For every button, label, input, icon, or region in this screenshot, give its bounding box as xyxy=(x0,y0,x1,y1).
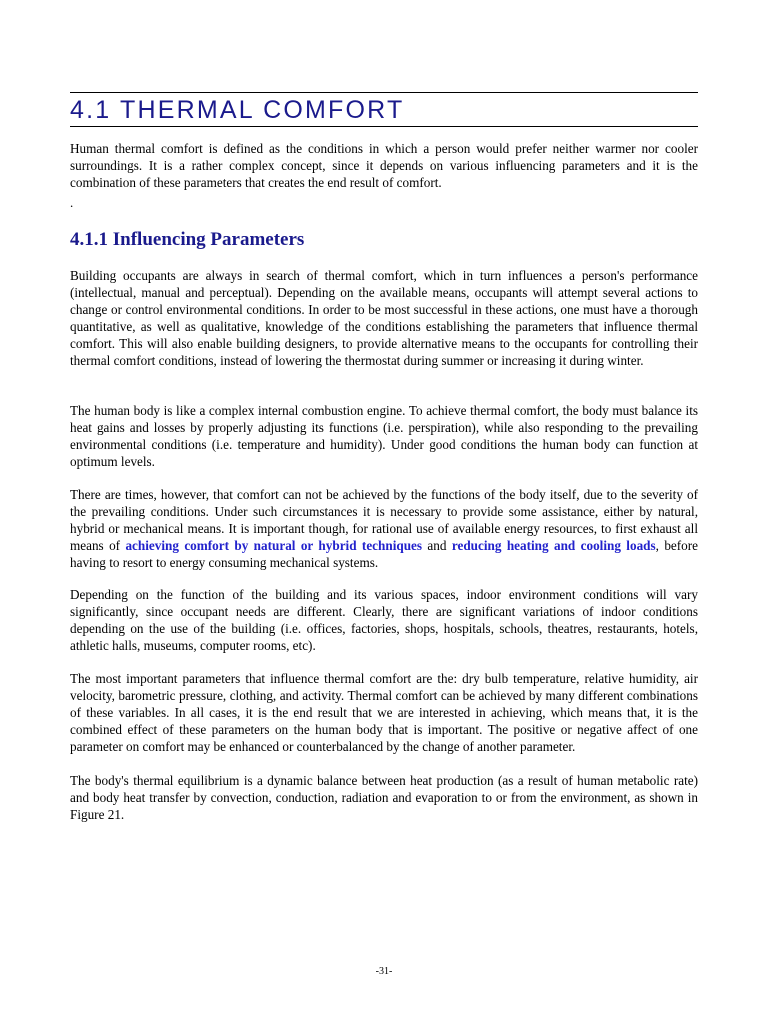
paragraph-5: The most important parameters that influence thermal comfort are the: dry bulb temperature, relative humidity, air velocity, barometric pressure, clothing, and activity. Thermal comfort can be achieved by many different combinations of these variables. In all cases, it is the end result that we are interested in achieving, which means that, it is the combined effect of these parameters on the human body that is important. The positive or negative affect of one parameter on comfort may be enhanced or counterbalanced by the change of another parameter. xyxy=(70,671,698,754)
reducing-loads-link[interactable]: reducing heating and cooling loads xyxy=(451,538,656,553)
section-heading: 4.1.1 Influencing Parameters xyxy=(70,229,305,250)
title-rule-bottom xyxy=(70,126,698,127)
paragraph-4: Depending on the function of the building and its various spaces, indoor environment conditions will vary significantly, since occupant needs are different. Clearly, there are significant variations of indoor conditions depending on the use of the building (i.e. offices, factories, shops, hospitals, schools, theatres, restaurants, hotels, athletic halls, museums, computer rooms, etc). xyxy=(70,587,698,653)
page-number: -31- xyxy=(375,966,393,977)
paragraph-6: The body's thermal equilibrium is a dynamic balance between heat production (as a result of human metabolic rate) and body heat transfer by convection, conduction, radiation and evaporation to or from the environment, as shown in Figure 21. xyxy=(70,773,698,822)
chapter-title: 4.1 THERMAL COMFORT xyxy=(70,96,405,124)
paragraph-3-mid: and xyxy=(422,538,452,553)
title-rule-top xyxy=(70,92,698,93)
paragraph-3 xyxy=(70,486,698,571)
paragraph-3-end: , before having to resort to energy consuming mechanical systems. xyxy=(70,538,699,570)
paragraph-3-start: There are times, however, that comfort can not be achieved by the functions of the body itself, due to the severity of the prevailing conditions. Under such circumstances it is necessary to provide some assistance, either by natural, hybrid or mechanical means. It is important though, for rational use of available energy resources, to first exhaust all means of xyxy=(70,487,698,553)
natural-hybrid-techniques-link[interactable]: achieving comfort by natural or hybrid techniques xyxy=(125,538,423,553)
paragraph-1: Building occupants are always in search of thermal comfort, which in turn influences a person's performance (intellectual, manual and perceptual). Depending on the available means, occupants will attempt several actions to change or control environmental conditions. In order to be most successful in these actions, one must have a thorough quantitative, as well as qualitative, knowledge of the conditions establishing the parameters that influence thermal comfort. This will also enable building designers, to provide alternative means to the occupants for controlling their thermal comfort conditions, instead of lowering the thermostat during summer or increasing it during winter. xyxy=(70,268,698,368)
paragraph-2: The human body is like a complex internal combustion engine. To achieve thermal comfort, the body must balance its heat gains and losses by properly adjusting its functions (i.e. perspiration), while also responding to the prevailing environmental conditions (i.e. temperature and humidity). Under good conditions the human body can function at optimum levels. xyxy=(70,403,698,469)
intro-paragraph: Human thermal comfort is defined as the conditions in which a person would prefer neither warmer nor cooler surroundings. It is a rather complex concept, since it depends on various influencing parameters and it is the combination of these parameters that creates the end result of comfort. xyxy=(70,141,698,190)
trailing-mark: . xyxy=(70,195,74,210)
